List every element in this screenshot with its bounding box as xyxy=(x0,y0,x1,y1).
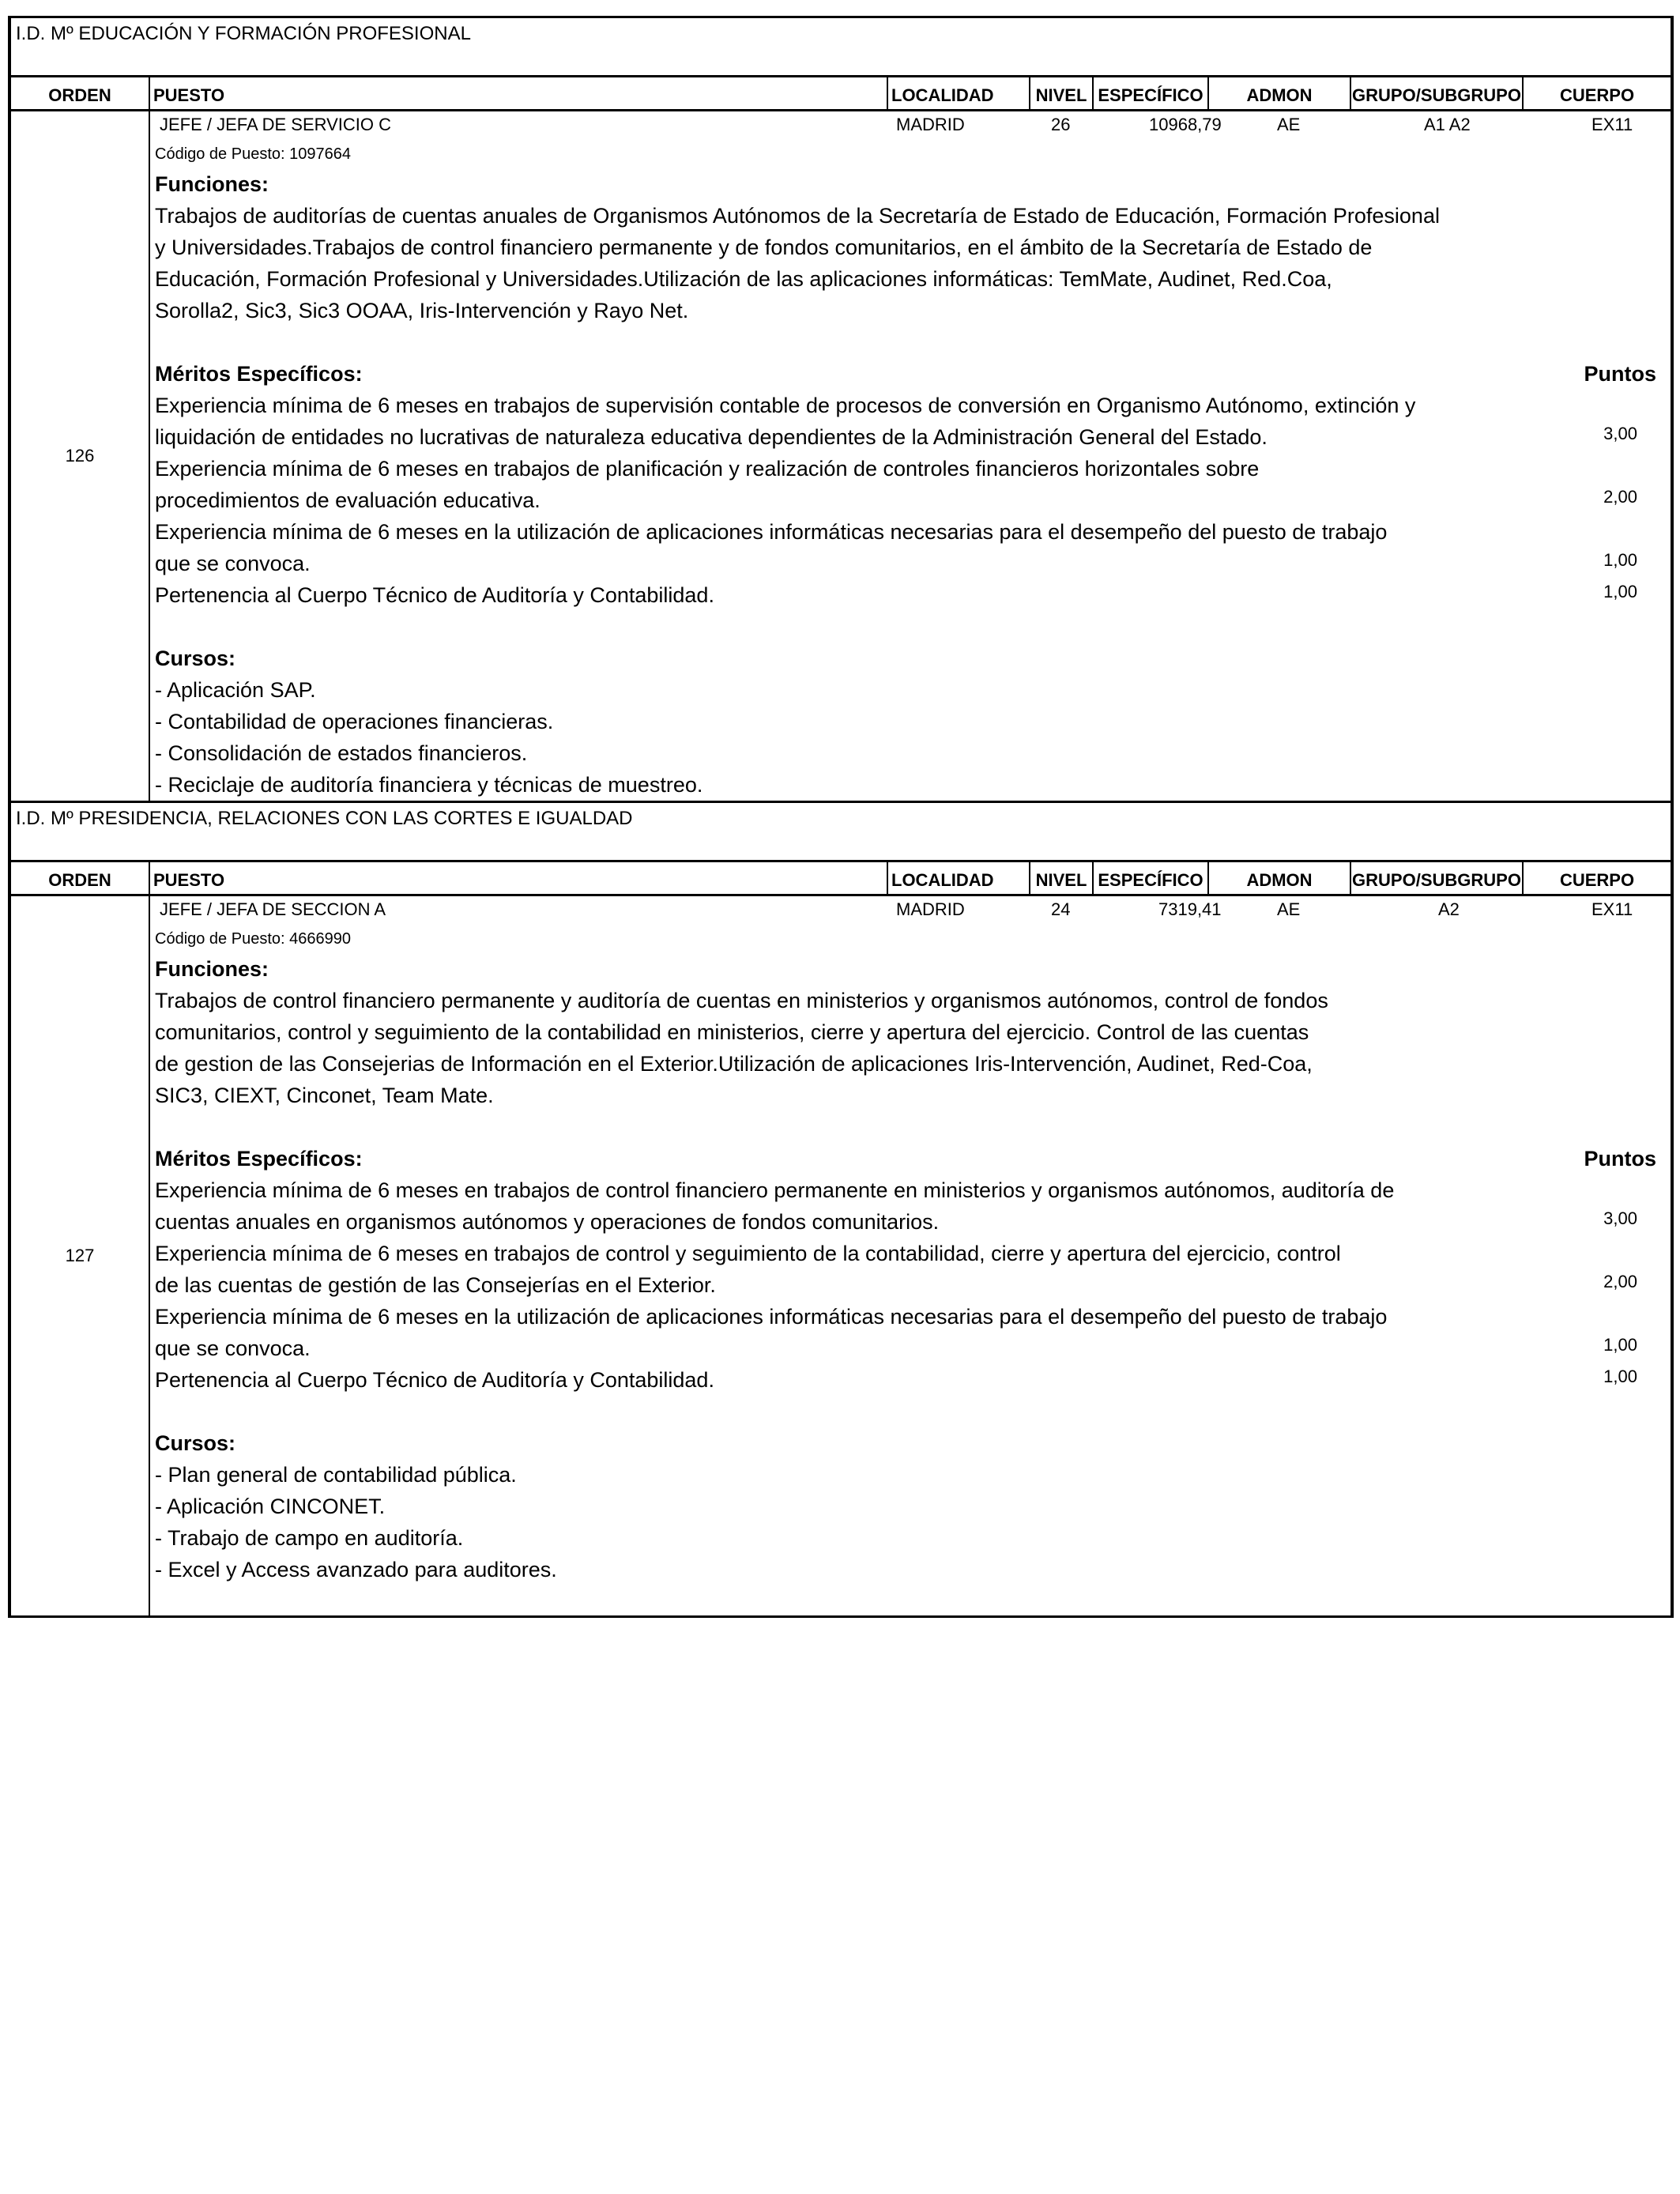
puesto-detail xyxy=(150,896,1671,1615)
merito-puntos: 3,00 xyxy=(1603,1208,1637,1228)
merito-line: cuentas anuales en organismos autónomos y operaciones de fondos comunitarios. xyxy=(155,1210,940,1234)
puntos-label: Puntos xyxy=(1584,362,1656,386)
header-grupo: GRUPO/SUBGRUPO xyxy=(1351,862,1524,894)
orden-cell: 126 xyxy=(11,111,150,801)
curso-item: - Aplicación CINCONET. xyxy=(155,1495,386,1518)
merito-line: que se convoca. xyxy=(155,1336,311,1360)
merito-item xyxy=(155,516,1671,579)
admon-value: AE xyxy=(1277,115,1301,134)
curso-item: - Plan general de contabilidad pública. xyxy=(155,1463,517,1487)
puesto-name: JEFE / JEFA DE SERVICIO C xyxy=(160,115,392,134)
funciones-text xyxy=(155,200,1671,326)
cuerpo-value: EX11 xyxy=(1591,115,1633,134)
section-title: I.D. Mº PRESIDENCIA, RELACIONES CON LAS CORTES E IGUALDAD xyxy=(11,801,1671,862)
curso-item: - Contabilidad de operaciones financieras. xyxy=(155,710,554,733)
curso-item: - Excel y Access avanzado para auditores. xyxy=(155,1558,557,1581)
document xyxy=(8,16,1674,1618)
meritos-label: Méritos Específicos: xyxy=(155,1147,363,1171)
merito-item xyxy=(155,579,1671,611)
puesto-row xyxy=(155,896,1671,925)
merito-puntos: 2,00 xyxy=(1603,1272,1637,1291)
table-header xyxy=(11,77,1671,111)
especifico-value: 10968,79 xyxy=(1149,115,1222,134)
funciones-label: Funciones: xyxy=(155,172,269,196)
header-especifico: ESPECÍFICO xyxy=(1094,862,1209,894)
merito-puntos: 2,00 xyxy=(1603,487,1637,507)
nivel-value: 26 xyxy=(1051,115,1071,134)
section-title: I.D. Mº EDUCACIÓN Y FORMACIÓN PROFESIONAL xyxy=(11,16,1671,77)
meritos-list xyxy=(155,1174,1671,1396)
puesto-row xyxy=(155,111,1671,140)
table-header xyxy=(11,862,1671,896)
merito-item xyxy=(155,1364,1671,1396)
funciones-line: Trabajos de control financiero permanente y auditoría de cuentas en ministerios y organismos autónomos, control de fondos xyxy=(155,989,1328,1012)
funciones-line: comunitarios, control y seguimiento de la contabilidad en ministerios, cierre y apertura del ejercicio. Control de las cuentas xyxy=(155,1020,1309,1044)
merito-line: Experiencia mínima de 6 meses en trabajos de control financiero permanente en ministerios y organismos autónomos, auditoría de xyxy=(155,1178,1395,1202)
merito-item xyxy=(155,390,1671,453)
merito-line: Experiencia mínima de 6 meses en trabajos de supervisión contable de procesos de conversión en Organismo Autónomo, extinción y xyxy=(155,394,1416,417)
header-grupo: GRUPO/SUBGRUPO xyxy=(1351,77,1524,109)
funciones-line: SIC3, CIEXT, Cinconet, Team Mate. xyxy=(155,1084,494,1107)
funciones-label: Funciones: xyxy=(155,957,269,981)
cursos-list xyxy=(155,674,1671,801)
merito-puntos: 3,00 xyxy=(1603,424,1637,443)
merito-line: procedimientos de evaluación educativa. xyxy=(155,488,541,512)
grupo-value: A2 xyxy=(1438,899,1460,919)
cursos-label: Cursos: xyxy=(155,1431,236,1455)
localidad-value: MADRID xyxy=(896,115,965,134)
codigo-puesto: Código de Puesto: 4666990 xyxy=(155,930,351,948)
meritos-header xyxy=(155,358,1671,390)
orden-cell: 127 xyxy=(11,896,150,1615)
merito-line: liquidación de entidades no lucrativas de naturaleza educativa dependientes de la Administración General del Estado. xyxy=(155,425,1268,449)
header-puesto: PUESTO xyxy=(150,77,888,109)
nivel-value: 24 xyxy=(1051,899,1071,919)
merito-line: Pertenencia al Cuerpo Técnico de Auditoría y Contabilidad. xyxy=(155,583,714,607)
header-admon: ADMON xyxy=(1209,77,1351,109)
cuerpo-value: EX11 xyxy=(1591,899,1633,919)
merito-puntos: 1,00 xyxy=(1603,582,1637,601)
puesto-detail xyxy=(150,111,1671,801)
admon-value: AE xyxy=(1277,899,1301,919)
header-nivel: NIVEL xyxy=(1030,862,1094,894)
merito-puntos: 1,00 xyxy=(1603,1367,1637,1386)
funciones-text xyxy=(155,985,1671,1111)
meritos-list xyxy=(155,390,1671,611)
merito-item xyxy=(155,1301,1671,1364)
merito-item xyxy=(155,453,1671,516)
header-localidad: LOCALIDAD xyxy=(888,862,1030,894)
merito-line: Experiencia mínima de 6 meses en la utilización de aplicaciones informáticas necesarias para el desempeño del puesto de trabajo xyxy=(155,520,1388,544)
curso-item: - Aplicación SAP. xyxy=(155,678,316,702)
funciones-line: Trabajos de auditorías de cuentas anuales de Organismos Autónomos de la Secretaría de Estado de Educación, Formación Profesional xyxy=(155,204,1440,228)
cursos-list xyxy=(155,1459,1671,1585)
curso-item: - Trabajo de campo en auditoría. xyxy=(155,1526,464,1550)
table-row xyxy=(11,111,1671,801)
section-presidencia xyxy=(8,801,1674,1618)
merito-line: Pertenencia al Cuerpo Técnico de Auditoría y Contabilidad. xyxy=(155,1368,714,1392)
header-cuerpo: CUERPO xyxy=(1559,870,1635,890)
merito-line: de las cuentas de gestión de las Consejerías en el Exterior. xyxy=(155,1273,716,1297)
puesto-name: JEFE / JEFA DE SECCION A xyxy=(160,899,386,919)
localidad-value: MADRID xyxy=(896,899,965,919)
meritos-header xyxy=(155,1143,1671,1174)
header-cuerpo: CUERPO xyxy=(1559,85,1635,105)
merito-puntos: 1,00 xyxy=(1603,1335,1637,1355)
merito-item xyxy=(155,1238,1671,1301)
merito-line: Experiencia mínima de 6 meses en la utilización de aplicaciones informáticas necesarias para el desempeño del puesto de trabajo xyxy=(155,1305,1388,1329)
funciones-line: Sorolla2, Sic3, Sic3 OOAA, Iris-Intervención y Rayo Net. xyxy=(155,299,689,322)
header-especifico: ESPECÍFICO xyxy=(1094,77,1209,109)
merito-line: Experiencia mínima de 6 meses en trabajos de planificación y realización de controles financieros horizontales sobre xyxy=(155,457,1260,481)
merito-item xyxy=(155,1174,1671,1238)
header-localidad: LOCALIDAD xyxy=(888,77,1030,109)
header-orden: ORDEN xyxy=(11,77,150,109)
curso-item: - Reciclaje de auditoría financiera y técnicas de muestreo. xyxy=(155,773,703,797)
funciones-line: y Universidades.Trabajos de control financiero permanente y de fondos comunitarios, en el ámbito de la Secretaría de Estado de xyxy=(155,236,1373,259)
header-orden: ORDEN xyxy=(11,862,150,894)
especifico-value: 7319,41 xyxy=(1158,899,1222,919)
header-nivel: NIVEL xyxy=(1030,77,1094,109)
table-row xyxy=(11,896,1671,1618)
merito-puntos: 1,00 xyxy=(1603,550,1637,570)
header-admon: ADMON xyxy=(1209,862,1351,894)
meritos-label: Méritos Específicos: xyxy=(155,362,363,386)
curso-item: - Consolidación de estados financieros. xyxy=(155,741,528,765)
funciones-line: de gestion de las Consejerias de Información en el Exterior.Utilización de aplicaciones Iris-Intervención, Audinet, Red-Coa, xyxy=(155,1052,1313,1076)
merito-line: que se convoca. xyxy=(155,552,311,575)
funciones-line: Educación, Formación Profesional y Universidades.Utilización de las aplicaciones informáticas: TemMate, Audinet, Red.Coa, xyxy=(155,267,1332,291)
grupo-value: A1 A2 xyxy=(1424,115,1471,134)
section-educacion xyxy=(8,16,1674,801)
merito-line: Experiencia mínima de 6 meses en trabajos de control y seguimiento de la contabilidad, cierre y apertura del ejercicio, control xyxy=(155,1242,1341,1265)
puntos-label: Puntos xyxy=(1584,1147,1656,1171)
codigo-puesto: Código de Puesto: 1097664 xyxy=(155,145,351,163)
cursos-label: Cursos: xyxy=(155,647,236,670)
header-puesto: PUESTO xyxy=(150,862,888,894)
